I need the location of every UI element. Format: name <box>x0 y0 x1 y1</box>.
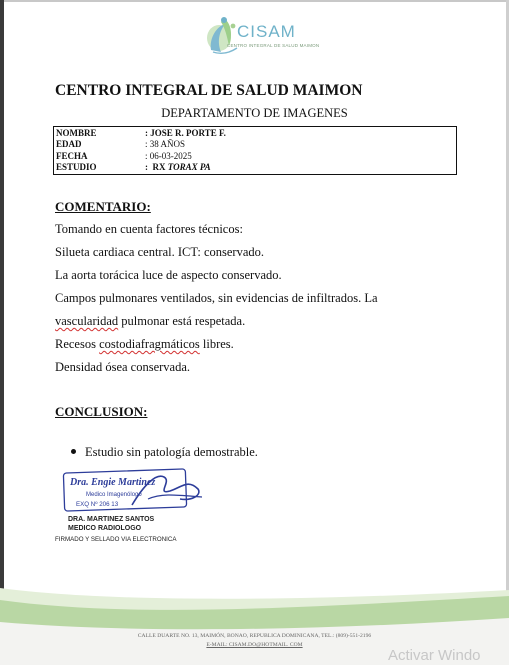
department-title <box>0 106 509 121</box>
spell-flag-word: vascularidad <box>55 314 119 328</box>
conclusion-item: Estudio sin patología demostrable. <box>85 445 258 459</box>
comentario-line-6-pre: Recesos <box>55 337 100 351</box>
study-value-italic: TORAX PA <box>167 162 211 172</box>
study-label: ESTUDIO <box>56 162 97 172</box>
stamp-role: Medico Imagenólogo <box>86 492 142 498</box>
name-value: : JOSE R. PORTE F. <box>145 128 226 138</box>
comentario-heading: COMENTARIO: <box>55 199 151 214</box>
spell-flag-word: costodiafragmáticos <box>99 337 200 351</box>
conclusion-heading: CONCLUSION: <box>55 404 148 419</box>
department-text: DEPARTAMENTO DE IMAGENES <box>161 106 348 120</box>
logo-wordmark: CISAM <box>237 22 296 41</box>
name-label: NOMBRE <box>56 128 97 138</box>
stamp-exq: EXQ Nº 206 13 <box>76 501 119 508</box>
footer-email-text: E-MAIL: CISAM.DO@HOTMAIL. COM <box>206 642 303 648</box>
logo-subtitle: CENTRO INTEGRAL DE SALUD MAIMON <box>227 43 320 48</box>
comentario-line-2: Silueta cardiaca central. ICT: conservado. <box>55 245 265 259</box>
doctor-stamp-signature <box>52 465 212 515</box>
document-title: CENTRO INTEGRAL DE SALUD MAIMON <box>55 82 363 99</box>
comentario-line-5-rest: pulmonar está respetada. <box>118 314 246 328</box>
stamp-name: Dra. Engie Martinez <box>70 477 156 488</box>
comentario-line-6-rest: libres. <box>199 337 234 351</box>
doctor-role: MEDICO RADIOLOGO <box>68 525 142 532</box>
comentario-line-4: Campos pulmonares ventilados, sin evidencias de infiltrados. La <box>55 291 378 305</box>
comentario-line-1: Tomando en cuenta factores técnicos: <box>55 222 243 236</box>
cisam-logo <box>203 10 323 58</box>
date-label: FECHA <box>56 150 88 161</box>
activate-windows-watermark: Activar Windo <box>388 647 481 664</box>
comentario-line-3: La aorta torácica luce de aspecto conservado. <box>55 268 282 282</box>
patient-info-box <box>53 126 457 175</box>
age-label: EDAD <box>56 139 82 149</box>
page-top-edge <box>0 0 509 2</box>
age-value: : 38 AÑOS <box>145 139 186 149</box>
signature-note: FIRMADO Y SELLADO VIA ELECTRONICA <box>55 536 177 543</box>
footer-address: CALLE DUARTE NO. 13, MAIMÓN, BONAO, REPUBLICA DOMINICANA, TEL.: (809)-551-2196 <box>137 633 372 639</box>
comentario-line-7: Densidad ósea conservada. <box>55 360 191 374</box>
date-value: : 06-03-2025 <box>145 150 192 161</box>
bullet-icon <box>71 449 76 454</box>
comentario-line-6 <box>55 337 234 352</box>
study-value <box>145 162 211 172</box>
comentario-line-5 <box>55 314 245 329</box>
doctor-name: DRA. MARTINEZ SANTOS <box>68 516 155 523</box>
study-value-prefix: : RX <box>145 162 168 172</box>
